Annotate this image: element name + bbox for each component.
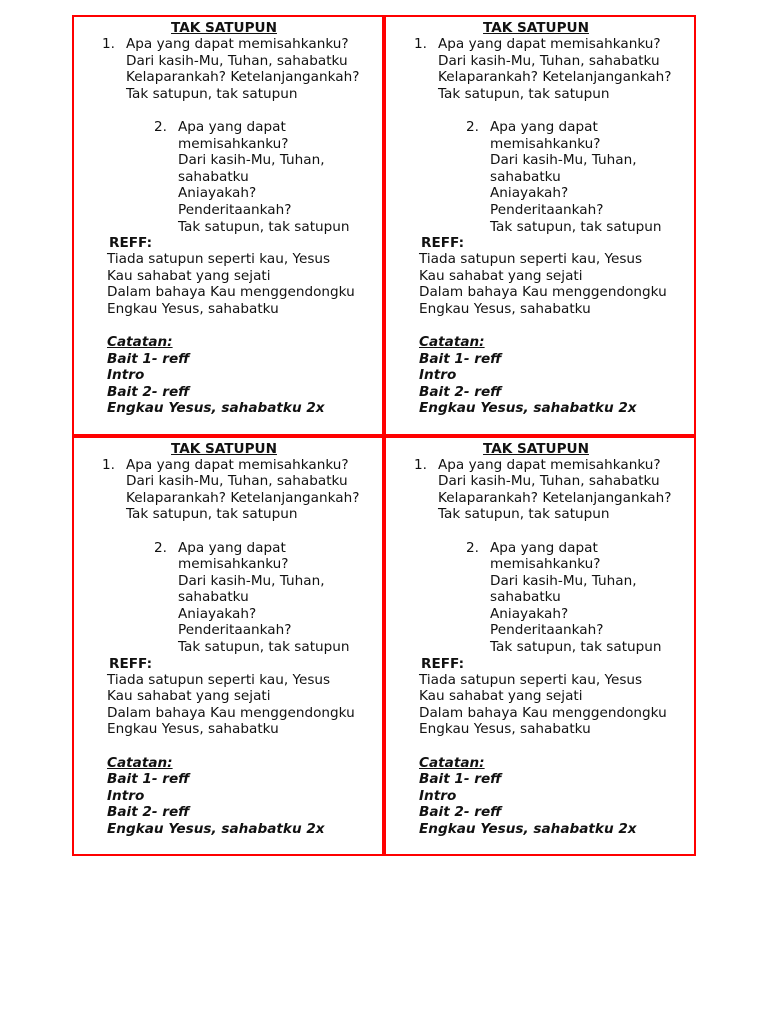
notes-line: Bait 1- reff	[419, 350, 502, 367]
reff-line: Kau sahabat yang sejati	[419, 688, 583, 705]
notes-line: Engkau Yesus, sahabatku 2x	[107, 820, 325, 837]
reff-line: Engkau Yesus, sahabatku	[419, 721, 591, 738]
lyric-card	[386, 17, 694, 434]
verse-1-line: Kelaparankah? Ketelanjangankah?	[126, 69, 360, 86]
verse-1-line: Dari kasih-Mu, Tuhan, sahabatku	[438, 473, 660, 490]
verse-2-line: Apa yang dapat	[178, 539, 286, 556]
verse-1-line: Kelaparankah? Ketelanjangankah?	[438, 489, 672, 506]
verse-2-line: Tak satupun, tak satupun	[178, 218, 350, 235]
notes-line: Intro	[107, 367, 145, 384]
verse-2-line: Tak satupun, tak satupun	[490, 218, 662, 235]
reff-label: REFF:	[109, 655, 153, 672]
verse-2-line: Aniayakah?	[490, 185, 569, 202]
notes-title: Catatan:	[107, 334, 173, 350]
verse-1	[102, 36, 359, 102]
verse-2-line: memisahkanku?	[490, 135, 601, 152]
notes-title: Catatan:	[419, 334, 485, 350]
verse-2-line: sahabatku	[490, 589, 561, 606]
verse-2-line: Penderitaankah?	[178, 201, 292, 218]
notes-section	[107, 755, 325, 838]
verse-2	[466, 540, 662, 656]
reff-line: Engkau Yesus, sahabatku	[107, 300, 279, 317]
verse-2-line: Dari kasih-Mu, Tuhan,	[178, 152, 325, 169]
notes-line: Intro	[107, 787, 145, 804]
reff-line: Dalam bahaya Kau menggendongku	[107, 704, 355, 721]
verse-1-number: 1.	[414, 36, 427, 52]
lyric-card-sheet	[72, 15, 696, 856]
verse-1-number: 1.	[414, 456, 427, 473]
verse-2	[466, 119, 662, 235]
notes-line: Bait 1- reff	[107, 771, 190, 788]
verse-1-line: Apa yang dapat memisahkanku?	[126, 456, 349, 473]
notes-line: Engkau Yesus, sahabatku 2x	[419, 820, 637, 837]
notes-title: Catatan:	[419, 754, 485, 771]
verse-1	[414, 457, 671, 523]
reff-line: Dalam bahaya Kau menggendongku	[419, 704, 667, 721]
notes-line: Intro	[419, 787, 457, 804]
verse-2-line: Penderitaankah?	[490, 201, 604, 218]
verse-2-line: Dari kasih-Mu, Tuhan,	[490, 152, 637, 169]
reff-line: Engkau Yesus, sahabatku	[107, 721, 279, 738]
verse-1-line: Dari kasih-Mu, Tuhan, sahabatku	[438, 52, 660, 69]
verse-1-line: Tak satupun, tak satupun	[438, 85, 610, 102]
verse-1-line: Tak satupun, tak satupun	[126, 85, 298, 102]
verse-1-line: Kelaparankah? Ketelanjangankah?	[438, 69, 672, 86]
notes-line: Bait 2- reff	[419, 383, 502, 400]
notes-line: Engkau Yesus, sahabatku 2x	[419, 400, 637, 417]
reff-line: Dalam bahaya Kau menggendongku	[107, 284, 355, 301]
verse-2-line: memisahkanku?	[178, 135, 289, 152]
verse-2-line: sahabatku	[178, 168, 249, 185]
reff-label: REFF:	[421, 655, 465, 672]
verse-2-number: 2.	[154, 539, 167, 556]
reff-line: Tiada satupun seperti kau, Yesus	[107, 251, 331, 267]
notes-line: Bait 2- reff	[419, 804, 502, 821]
reff-line: Dalam bahaya Kau menggendongku	[419, 284, 667, 301]
verse-1	[102, 457, 359, 523]
lyric-card	[74, 17, 382, 434]
reff-lyrics	[419, 672, 667, 738]
song-title: TAK SATUPUN	[171, 440, 277, 457]
verse-1-line: Apa yang dapat memisahkanku?	[126, 36, 349, 52]
lyric-card	[386, 438, 694, 855]
reff-line: Kau sahabat yang sejati	[107, 267, 271, 284]
verse-1-line: Dari kasih-Mu, Tuhan, sahabatku	[126, 52, 348, 69]
notes-line: Bait 2- reff	[107, 804, 190, 821]
verse-2-line: Apa yang dapat	[490, 119, 598, 135]
verse-2-line: Apa yang dapat	[490, 539, 598, 556]
verse-2	[154, 119, 350, 235]
notes-section	[419, 334, 637, 417]
notes-line: Bait 1- reff	[419, 771, 502, 788]
lyric-card	[74, 438, 382, 855]
verse-2-number: 2.	[154, 119, 167, 135]
verse-2-line: Aniayakah?	[178, 605, 257, 622]
reff-line: Engkau Yesus, sahabatku	[419, 300, 591, 317]
reff-line: Tiada satupun seperti kau, Yesus	[419, 671, 643, 688]
notes-title: Catatan:	[107, 754, 173, 771]
verse-2-line: sahabatku	[490, 168, 561, 185]
reff-lyrics	[107, 672, 355, 738]
verse-2-line: Aniayakah?	[178, 185, 257, 202]
reff-line: Kau sahabat yang sejati	[107, 688, 271, 705]
verse-2-line: Tak satupun, tak satupun	[178, 639, 350, 656]
verse-1-line: Apa yang dapat memisahkanku?	[438, 456, 661, 473]
reff-lyrics	[419, 251, 667, 317]
notes-line: Engkau Yesus, sahabatku 2x	[107, 400, 325, 417]
verse-2-line: Dari kasih-Mu, Tuhan,	[490, 572, 637, 589]
verse-2-line: Dari kasih-Mu, Tuhan,	[178, 572, 325, 589]
reff-label: REFF:	[109, 235, 153, 251]
verse-1-number: 1.	[102, 36, 115, 52]
verse-2-line: Apa yang dapat	[178, 119, 286, 135]
verse-1-line: Tak satupun, tak satupun	[126, 506, 298, 523]
verse-2	[154, 540, 350, 656]
song-title: TAK SATUPUN	[171, 20, 277, 36]
reff-line: Kau sahabat yang sejati	[419, 267, 583, 284]
reff-lyrics	[107, 251, 355, 317]
song-title: TAK SATUPUN	[483, 20, 589, 36]
verse-2-line: sahabatku	[178, 589, 249, 606]
verse-1-number: 1.	[102, 456, 115, 473]
verse-2-number: 2.	[466, 539, 479, 556]
verse-2-line: memisahkanku?	[490, 556, 601, 573]
notes-line: Bait 2- reff	[107, 383, 190, 400]
reff-line: Tiada satupun seperti kau, Yesus	[419, 251, 643, 267]
notes-line: Bait 1- reff	[107, 350, 190, 367]
notes-section	[419, 755, 637, 838]
notes-section	[107, 334, 325, 417]
verse-1-line: Dari kasih-Mu, Tuhan, sahabatku	[126, 473, 348, 490]
verse-1-line: Apa yang dapat memisahkanku?	[438, 36, 661, 52]
song-title: TAK SATUPUN	[483, 440, 589, 457]
verse-2-line: Aniayakah?	[490, 605, 569, 622]
reff-line: Tiada satupun seperti kau, Yesus	[107, 671, 331, 688]
verse-1-line: Kelaparankah? Ketelanjangankah?	[126, 489, 360, 506]
reff-label: REFF:	[421, 235, 465, 251]
verse-2-line: Penderitaankah?	[178, 622, 292, 639]
verse-2-line: Penderitaankah?	[490, 622, 604, 639]
notes-line: Intro	[419, 367, 457, 384]
verse-1-line: Tak satupun, tak satupun	[438, 506, 610, 523]
verse-2-line: Tak satupun, tak satupun	[490, 639, 662, 656]
verse-2-line: memisahkanku?	[178, 556, 289, 573]
verse-1	[414, 36, 671, 102]
verse-2-number: 2.	[466, 119, 479, 135]
